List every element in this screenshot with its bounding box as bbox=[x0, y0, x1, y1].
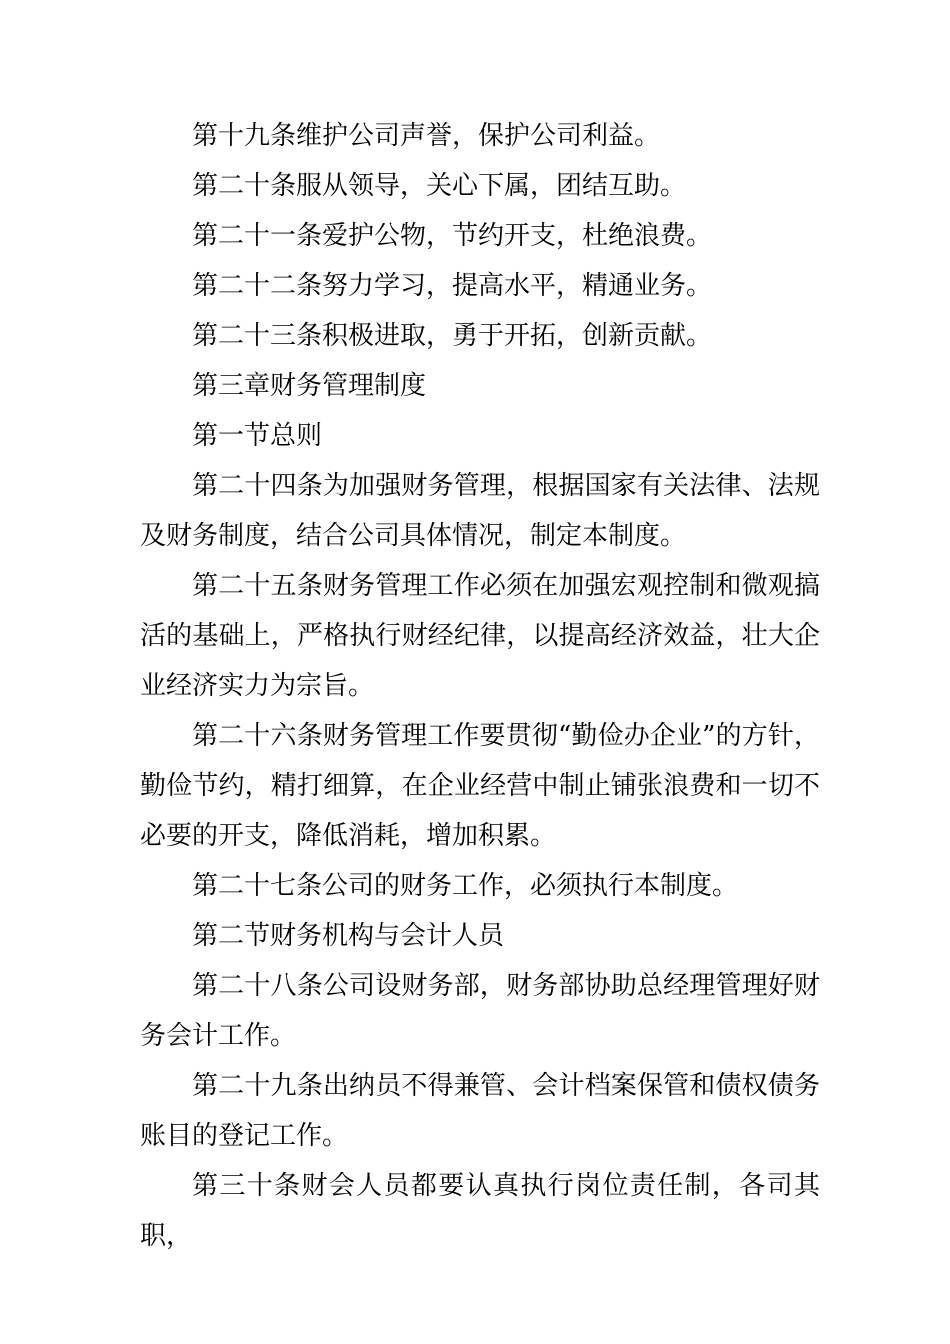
article-24: 第二十四条为加强财务管理，根据国家有关法律、法规及财务制度，结合公司具体情况，制定本制度。 bbox=[140, 471, 820, 551]
section-1-heading: 第一节总则 bbox=[192, 421, 323, 451]
article-25: 第二十五条财务管理工作必须在加强宏观控制和微观搞活的基础上，严格执行财经纪律，以提高经济效益，壮大企业经济实力为宗旨。 bbox=[140, 571, 820, 701]
article-30: 第三十条财会人员都要认真执行岗位责任制，各司其职， bbox=[140, 1171, 820, 1251]
article-20: 第二十条服从领导，关心下属，团结互助。 bbox=[192, 171, 687, 201]
chapter-3-heading: 第三章财务管理制度 bbox=[192, 371, 427, 401]
article-22: 第二十二条努力学习，提高水平，精通业务。 bbox=[192, 271, 713, 301]
document-body bbox=[140, 111, 820, 1261]
section-2-heading: 第二节财务机构与会计人员 bbox=[192, 921, 505, 951]
article-27: 第二十七条公司的财务工作，必须执行本制度。 bbox=[192, 871, 739, 901]
article-26: 第二十六条财务管理工作要贯彻“勤俭办企业”的方针，勤俭节约，精打细算，在企业经营中制止铺张浪费和一切不必要的开支，降低消耗，增加积累。 bbox=[140, 721, 820, 851]
article-29: 第二十九条出纳员不得兼管、会计档案保管和债权债务账目的登记工作。 bbox=[140, 1071, 820, 1151]
article-21: 第二十一条爱护公物，节约开支，杜绝浪费。 bbox=[192, 221, 713, 251]
article-23: 第二十三条积极进取，勇于开拓，创新贡献。 bbox=[192, 321, 713, 351]
article-28: 第二十八条公司设财务部，财务部协助总经理管理好财务会计工作。 bbox=[140, 971, 820, 1051]
article-19: 第十九条维护公司声誉，保护公司利益。 bbox=[192, 121, 661, 151]
